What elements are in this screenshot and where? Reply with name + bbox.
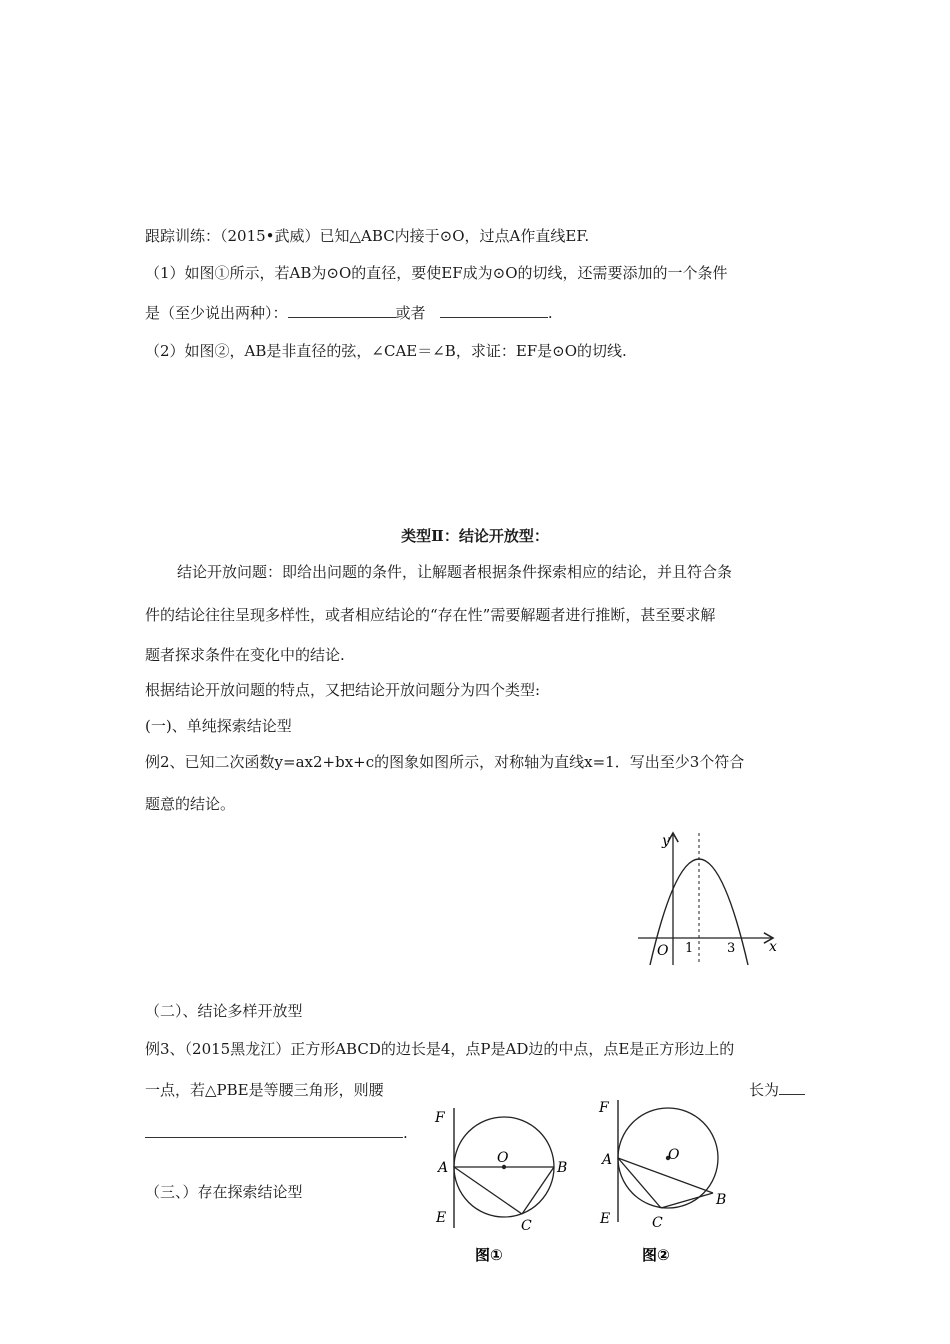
tracking-q2: （2）如图②，AB是非直径的弦，∠CAE＝∠B，求证：EF是⊙O的切线. [145, 342, 627, 360]
chord-bc [661, 1193, 713, 1208]
example3-line1: 例3、（2015黑龙江）正方形ABCD的边长是4，点P是AD边的中点，点E是正方形边上的 [145, 1040, 735, 1058]
answer-blank-3b[interactable] [145, 1123, 403, 1138]
example3-length-label: 长为 [749, 1081, 780, 1099]
section-desc-line1: 结论开放问题：即给出问题的条件，让解题者根据条件探索相应的结论，并且符合条 [177, 563, 733, 581]
label-b: B [557, 1160, 568, 1176]
section-title: 类型Ⅱ：结论开放型： [401, 527, 549, 545]
label-c: C [521, 1218, 532, 1234]
label-o: O [497, 1150, 509, 1166]
example3-line2-left: 一点，若△PBE是等腰三角形，则腰 [145, 1081, 384, 1099]
x-axis-label: x [769, 939, 777, 955]
example3-line2-right [749, 1080, 805, 1100]
chord-ac [454, 1167, 522, 1214]
tracking-q1-end: . [547, 304, 553, 322]
example2-line2: 题意的结论。 [145, 795, 236, 813]
tick-label-1: 1 [685, 941, 694, 956]
parabola-figure [630, 825, 785, 970]
label-a: A [438, 1160, 449, 1176]
tracking-q1-line1: （1）如图①所示，若AB为⊙O的直径，要使EF成为⊙O的切线，还需要添加的一个条件 [145, 264, 728, 282]
section-desc-line3: 题者探求条件在变化中的结论. [145, 646, 345, 664]
label-c: C [652, 1215, 663, 1231]
label-f: F [599, 1100, 609, 1116]
tracking-intro: 跟踪训练：（2015•武威）已知△ABC内接于⊙O，过点A作直线EF. [145, 227, 590, 245]
figure-1-caption: 图① [475, 1246, 503, 1264]
figure-2-caption: 图② [642, 1246, 670, 1264]
example3-end: . [403, 1124, 408, 1142]
label-b: B [716, 1192, 727, 1208]
circle-figure-1 [425, 1100, 585, 1270]
label-o: O [668, 1147, 680, 1163]
type2-heading: （二）、结论多样开放型 [145, 1002, 303, 1020]
example2-line1: 例2、已知二次函数y=ax2+bx+c的图象如图所示，对称轴为直线x=1．写出至少3个符合 [145, 753, 745, 771]
type3-heading: （三、）存在探索结论型 [145, 1183, 303, 1201]
section-split-intro: 根据结论开放问题的特点，又把结论开放问题分为四个类型: [145, 681, 541, 699]
example3-line3 [145, 1123, 408, 1143]
label-e: E [600, 1211, 611, 1227]
tracking-q1-line2 [145, 303, 553, 323]
tick-label-3: 3 [727, 941, 736, 956]
origin-label: O [657, 943, 669, 959]
circle-figure-2 [590, 1090, 750, 1270]
tracking-q1-or: 或者 [395, 304, 426, 322]
y-axis-label: y [662, 833, 670, 849]
label-f: F [435, 1110, 445, 1126]
answer-blank-3a[interactable] [779, 1080, 805, 1095]
tracking-q1-prefix: 是（至少说出两种）： [145, 304, 288, 322]
answer-blank-1[interactable] [288, 303, 396, 318]
label-a: A [602, 1152, 613, 1168]
answer-blank-2[interactable] [440, 303, 548, 318]
section-desc-line2: 件的结论往往呈现多样性，或者相应结论的“存在性”需要解题者进行推断，甚至要求解 [145, 606, 716, 624]
type1-heading: (一)、单纯探索结论型 [145, 717, 292, 735]
label-e: E [436, 1210, 447, 1226]
chord-bc [522, 1167, 554, 1214]
